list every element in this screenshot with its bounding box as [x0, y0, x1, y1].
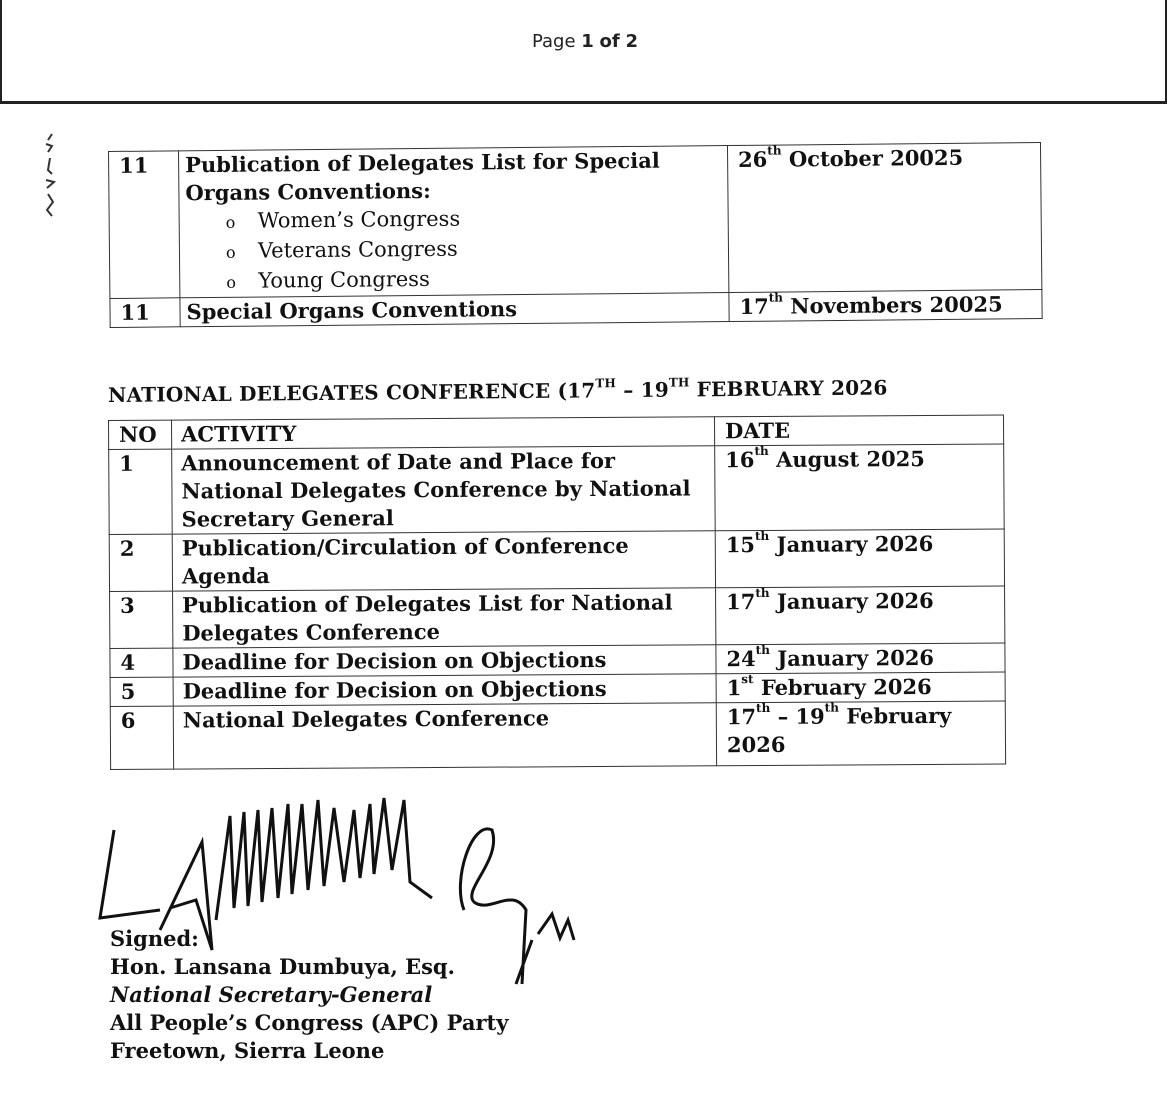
row-activity: Publication of Delegates List for National Delegates Conference: [173, 588, 716, 648]
conference-schedule-table: [108, 415, 1006, 770]
page-number: Page 1 of 2: [531, 31, 639, 52]
row-activity: Deadline for Decision on Objections: [173, 674, 716, 706]
signatory-block: [110, 925, 508, 1065]
row-date: 17th Novembers 20025: [729, 290, 1042, 322]
activity-text: Publication of Delegates List for Special Organs Conventions:: [185, 147, 660, 206]
row-no: 11: [109, 151, 180, 299]
margin-initials-mark: [38, 130, 64, 220]
special-organs-table: [108, 142, 1043, 328]
row-no: 1: [109, 449, 173, 534]
row-activity: Publication/Circulation of Conference Agenda: [172, 531, 715, 591]
row-activity: National Delegates Conference: [173, 703, 716, 769]
row-date: 15th January 2026: [715, 529, 1004, 588]
signatory-party: All People’s Congress (APC) Party: [110, 1010, 509, 1035]
row-date: 24th January 2026: [716, 643, 1005, 674]
header-no: NO: [109, 420, 172, 449]
header-date: DATE: [714, 415, 1003, 446]
row-activity: Announcement of Date and Place for National Delegates Conference by National Secretary General: [172, 446, 716, 534]
row-date: 26th October 20025: [727, 143, 1041, 293]
row-date: 1st February 2026: [716, 672, 1005, 703]
signatory-location: Freetown, Sierra Leone: [110, 1038, 385, 1063]
row-no: 11: [110, 298, 180, 328]
bullet-item: o Young Congress: [226, 266, 430, 293]
bullet-item: o Veterans Congress: [225, 236, 458, 263]
table-row: [109, 143, 1042, 299]
header-activity: ACTIVITY: [172, 417, 715, 449]
table-row: [109, 444, 1005, 534]
table-row: [110, 701, 1005, 769]
table-row: [109, 529, 1004, 591]
row-no: 2: [109, 534, 172, 591]
table-row: [110, 643, 1005, 677]
row-date: 17th January 2026: [716, 586, 1005, 645]
row-no: 3: [110, 591, 173, 648]
section-title: NATIONAL DELEGATES CONFERENCE (17TH – 19TH FEBRUARY 2026: [108, 375, 888, 407]
row-activity: Special Organs Conventions: [180, 293, 729, 327]
bullet-item: o Women’s Congress: [225, 206, 461, 233]
row-date: 16th August 2025: [715, 444, 1005, 531]
row-date: 17th – 19th February 2026: [716, 701, 1005, 766]
row-no: 6: [110, 706, 173, 769]
row-no: 4: [110, 648, 173, 677]
page-header: [0, 0, 1167, 104]
signed-label: Signed:: [110, 926, 199, 951]
signatory-name: Hon. Lansana Dumbuya, Esq.: [110, 954, 455, 979]
row-activity: [179, 146, 729, 298]
signatory-title: National Secretary-General: [110, 982, 433, 1007]
row-activity: Deadline for Decision on Objections: [173, 645, 716, 677]
table-row: [110, 586, 1005, 648]
row-no: 5: [110, 677, 173, 706]
table-row: [110, 672, 1005, 706]
